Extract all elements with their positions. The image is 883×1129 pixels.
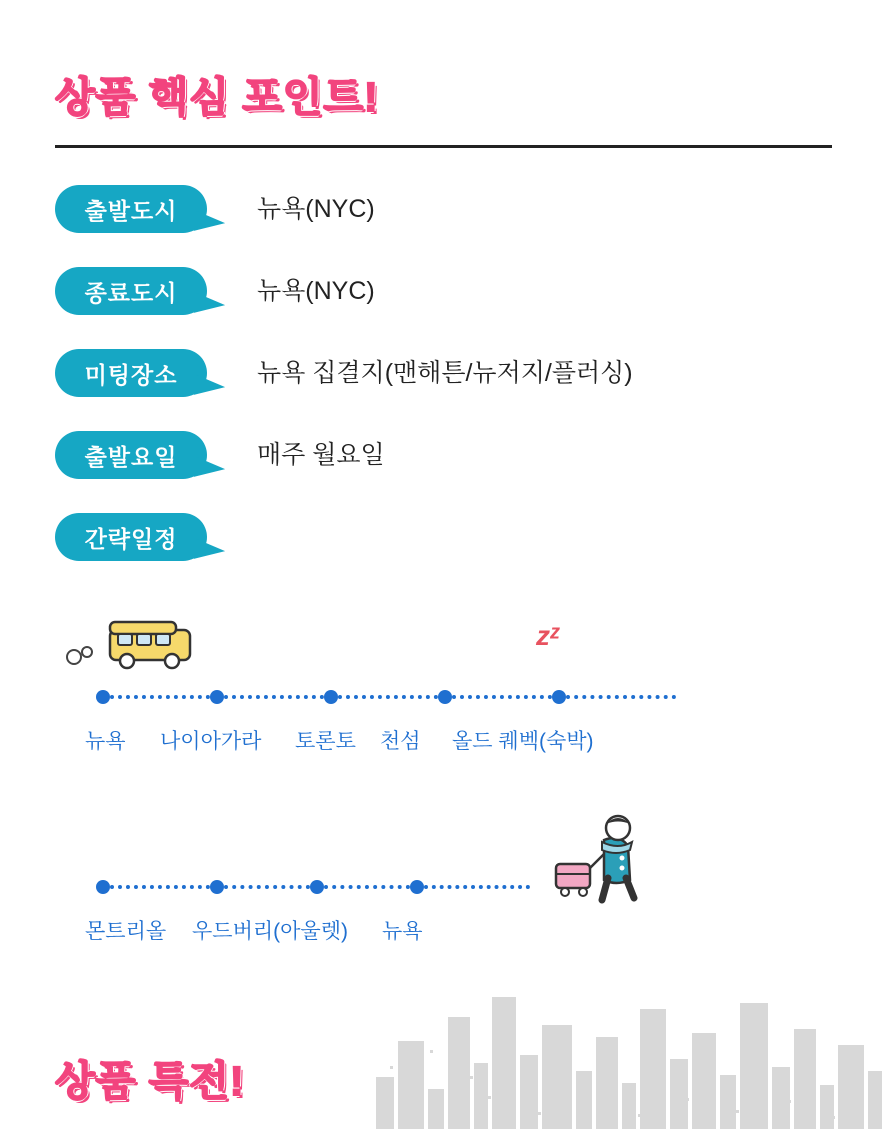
route-label: 뉴욕 bbox=[382, 920, 423, 943]
info-row bbox=[55, 513, 855, 595]
route-segment bbox=[110, 885, 210, 889]
traveler-with-luggage-icon bbox=[546, 802, 656, 917]
tag-tail-icon bbox=[194, 211, 226, 235]
route-label: 나이아가라 bbox=[160, 730, 262, 753]
info-row bbox=[55, 431, 855, 513]
tag-tail-icon bbox=[194, 539, 226, 563]
info-row bbox=[55, 349, 855, 431]
route-segment bbox=[452, 695, 552, 699]
info-row bbox=[55, 185, 855, 267]
route-label: 몬트리올 bbox=[85, 920, 167, 943]
tag-tail-icon bbox=[194, 293, 226, 317]
route-node bbox=[210, 690, 224, 704]
divider bbox=[55, 145, 832, 148]
product-info-list bbox=[55, 185, 855, 595]
city-skyline-decoration bbox=[370, 965, 883, 1129]
info-tag-arrival-city bbox=[55, 267, 235, 315]
route-segment bbox=[566, 695, 676, 699]
info-value: 뉴욕 집결지(맨해튼/뉴저지/플러싱) bbox=[257, 359, 633, 387]
info-value: 뉴욕(NYC) bbox=[257, 277, 375, 305]
route-labels bbox=[0, 725, 883, 761]
route-node bbox=[438, 690, 452, 704]
info-tag-departure-city bbox=[55, 185, 235, 233]
info-tag-departure-day bbox=[55, 431, 235, 479]
route-segment bbox=[324, 885, 410, 889]
route-labels bbox=[0, 915, 883, 951]
route-label: 토론토 bbox=[295, 730, 356, 753]
tag-tail-icon bbox=[194, 457, 226, 481]
route-segment bbox=[224, 885, 310, 889]
info-tag-label: 미팅장소 bbox=[55, 349, 207, 397]
route-node bbox=[410, 880, 424, 894]
route-node bbox=[210, 880, 224, 894]
info-tag-meeting-place bbox=[55, 349, 235, 397]
route-node bbox=[96, 690, 110, 704]
route-label: 천섬 bbox=[380, 730, 421, 753]
route-segment bbox=[224, 695, 324, 699]
info-row bbox=[55, 267, 855, 349]
zzz-small: z bbox=[550, 621, 560, 644]
route-segment bbox=[110, 695, 210, 699]
route-segment bbox=[424, 885, 530, 889]
benefits-title: 상품 특전! bbox=[55, 1058, 245, 1104]
info-tag-label: 출발도시 bbox=[55, 185, 207, 233]
route-segment bbox=[338, 695, 438, 699]
info-tag-brief-itinerary bbox=[55, 513, 235, 561]
sleep-zzz-icon bbox=[536, 620, 560, 652]
bus-icon bbox=[60, 612, 205, 677]
route-node bbox=[324, 690, 338, 704]
info-value: 뉴욕(NYC) bbox=[257, 195, 375, 223]
route-label: 우드버리(아울렛) bbox=[192, 920, 348, 943]
tag-tail-icon bbox=[194, 375, 226, 399]
info-tag-label: 종료도시 bbox=[55, 267, 207, 315]
route-label: 올드 퀘벡(숙박) bbox=[452, 730, 594, 753]
route-node bbox=[96, 880, 110, 894]
info-tag-label: 간략일정 bbox=[55, 513, 207, 561]
route-label: 뉴욕 bbox=[85, 730, 126, 753]
page-title: 상품 핵심 포인트! bbox=[55, 74, 379, 120]
route-node bbox=[552, 690, 566, 704]
route-node bbox=[310, 880, 324, 894]
zzz-large: z bbox=[536, 620, 550, 651]
info-tag-label: 출발요일 bbox=[55, 431, 207, 479]
info-value: 매주 월요일 bbox=[257, 441, 385, 469]
